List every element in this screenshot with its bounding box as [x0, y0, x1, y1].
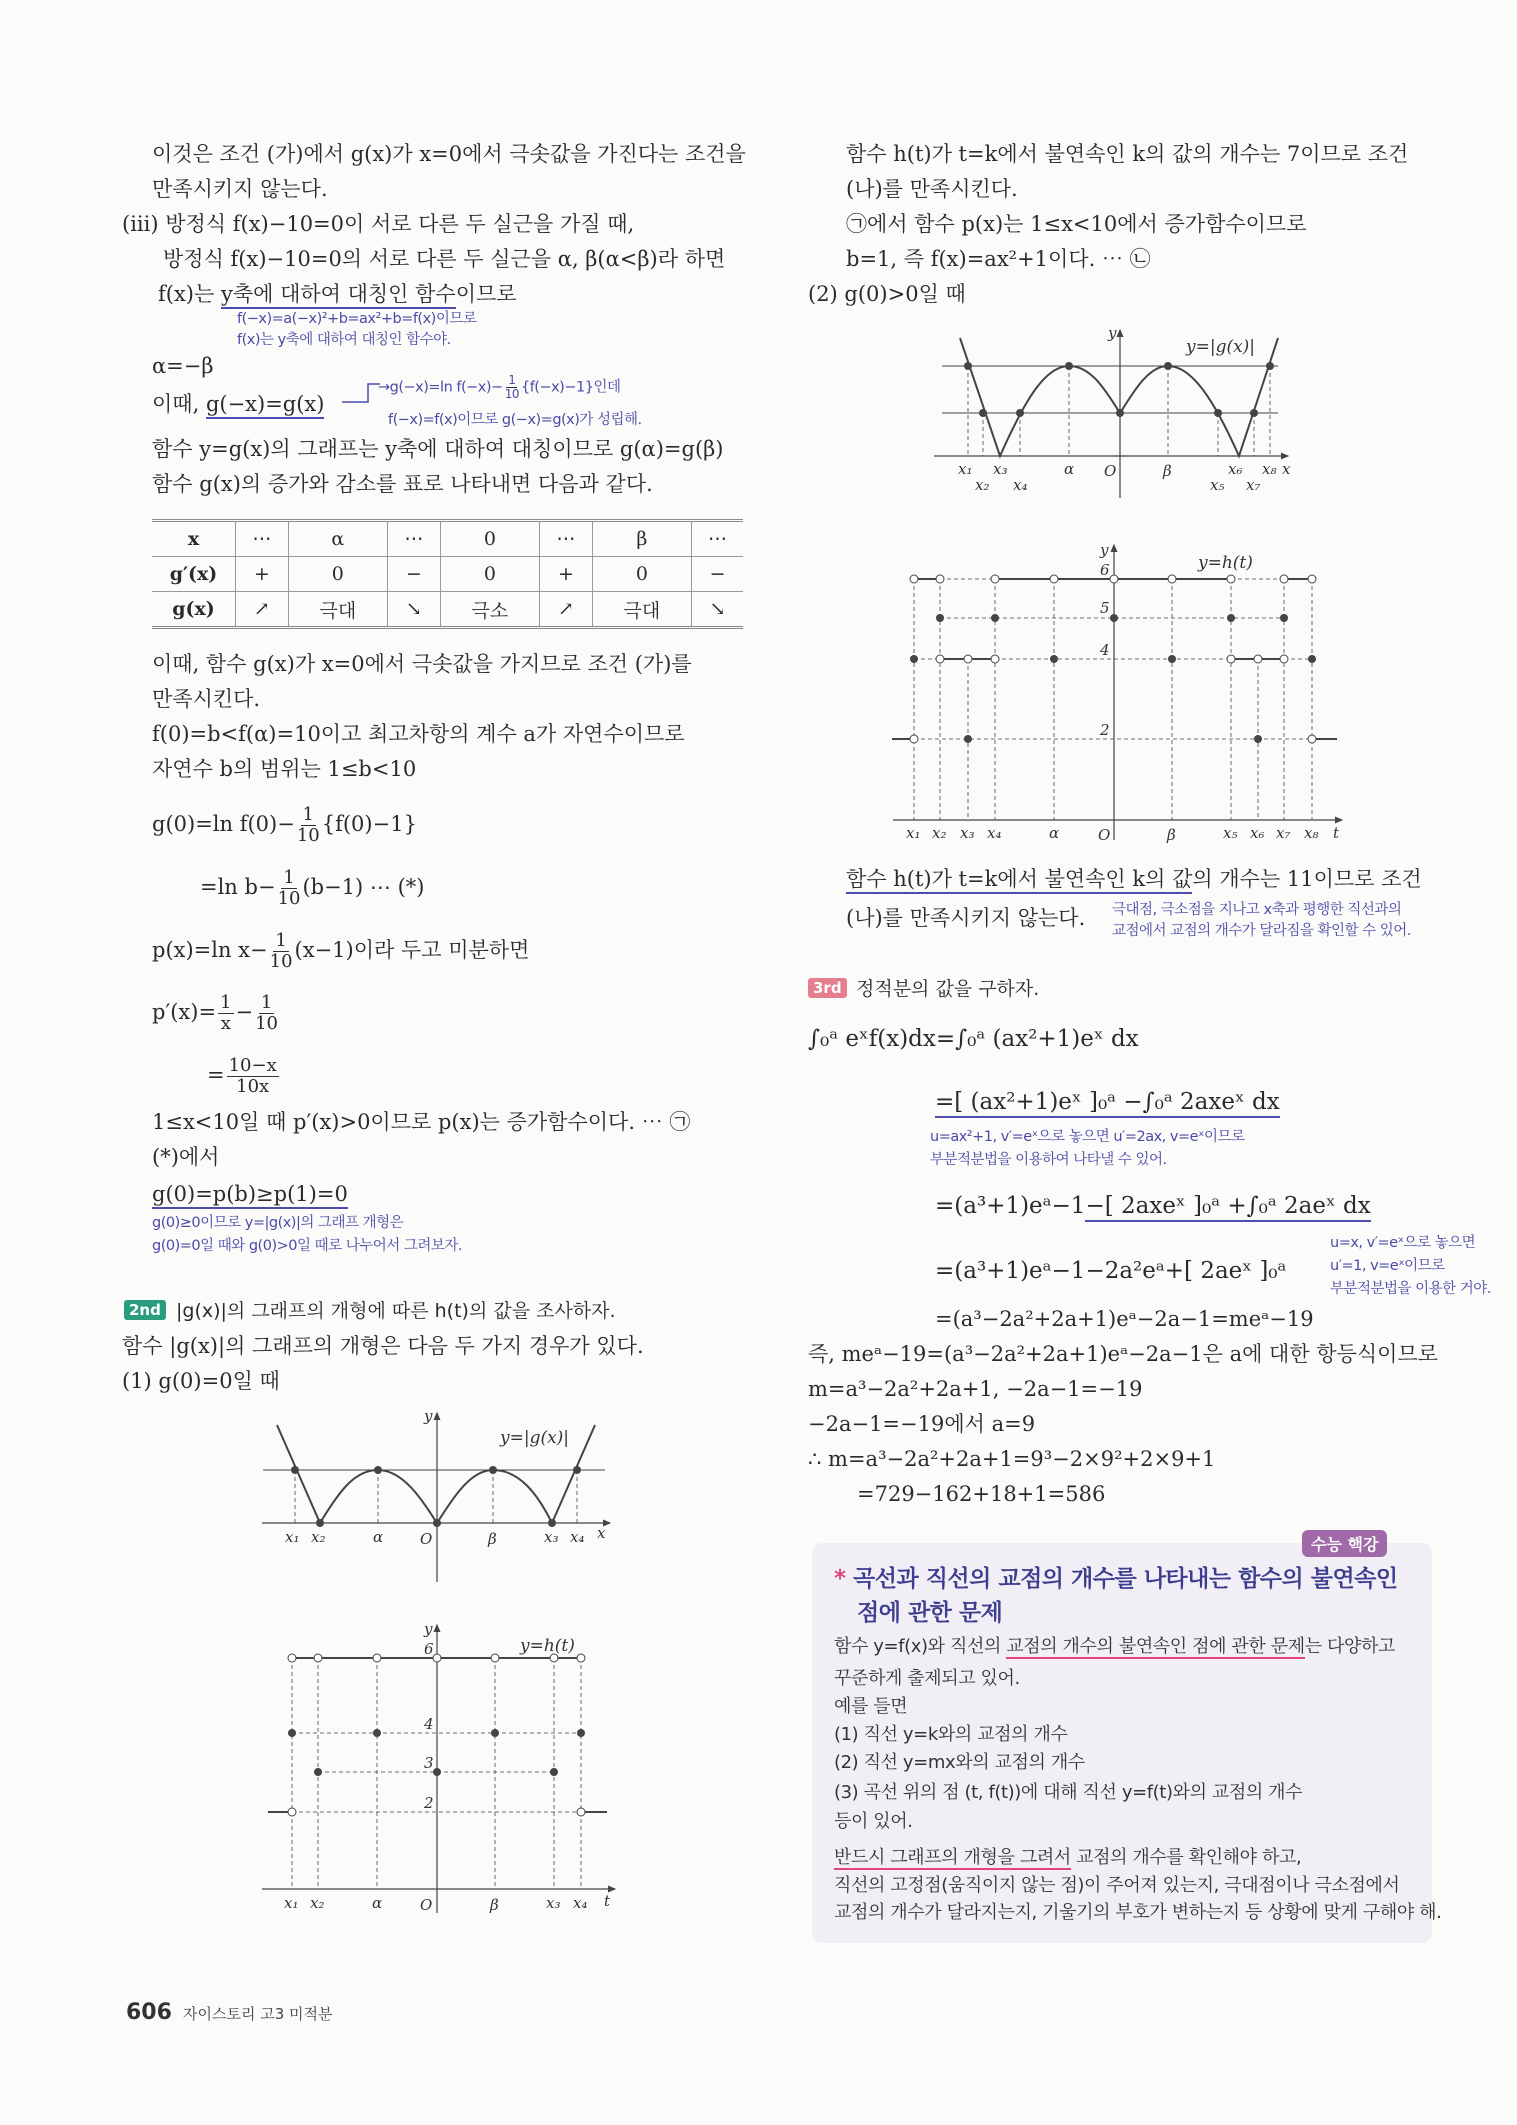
denominator: 10	[296, 825, 320, 846]
numerator: 1	[302, 804, 314, 825]
tip-text: 등이 있어.	[834, 1811, 913, 1832]
annotation-note: 교점에서 교점의 개수가 달라짐을 확인할 수 있어.	[1112, 923, 1411, 939]
tick-label: β	[1163, 462, 1172, 480]
y-tick: 6	[1100, 561, 1110, 579]
curve-label: y=|g(x)|	[500, 1428, 570, 1448]
annotation-note: u=x, v′=eˣ으로 놓으면	[1330, 1235, 1476, 1251]
points	[291, 1466, 581, 1527]
text-line: 자연수 b의 범위는 1≤b<10	[152, 757, 417, 781]
underlined-text: 함수 h(t)가 t=k에서 불연속인 k의 값	[846, 867, 1192, 894]
text-line: 만족시킨다.	[152, 687, 261, 711]
origin-label: O	[420, 1530, 433, 1548]
tick-label: x₃	[993, 460, 1008, 478]
tick-label: x₅	[1210, 476, 1225, 494]
step-heading: 정적분의 값을 구하자.	[856, 978, 1040, 1000]
text: p(x)=ln x−	[152, 938, 268, 962]
tick-label: x₄	[1013, 476, 1028, 494]
annotation-note: f(−x)=a(−x)²+b=ax²+b=f(x)이므로	[237, 311, 477, 327]
underlined-text: =[ (ax²+1)eˣ ]₀ᵃ −∫₀ᵃ 2axeˣ dx	[935, 1089, 1280, 1118]
text-line: 함수 y=g(x)의 그래프는 y축에 대하여 대칭이므로 g(α)=g(β)	[152, 437, 724, 461]
book-title: 자이스토리 고3 미적분	[183, 2005, 333, 2023]
annotation-note: u=ax²+1, v′=eˣ으로 놓으면 u′=2ax, v=eˣ이므로	[930, 1129, 1245, 1145]
open-points	[910, 575, 1316, 743]
text-line: 이것은 조건 (가)에서 g(x)가 x=0에서 극솟값을 가진다는 조건을	[152, 142, 746, 166]
annotation-note: g(0)=0일 때와 g(0)>0일 때로 나누어서 그려보자.	[152, 1238, 462, 1254]
text-line: 함수 h(t)가 t=k에서 불연속인 k의 값의 개수는 7이므로 조건	[846, 142, 1409, 166]
graph-labels	[958, 324, 1291, 494]
tick-label: x₃	[960, 824, 975, 842]
text-line: f(0)=b<f(α)=10이고 최고차항의 계수 a가 자연수이므로	[152, 722, 685, 746]
tick-label: β	[1167, 826, 1176, 844]
text: 는 다양하고	[1304, 1636, 1395, 1657]
tip-text: (2) 직선 y=mx와의 교점의 개수	[834, 1752, 1085, 1773]
equation: =(a³+1)eᵃ−1−2a²eᵃ+[ 2aeˣ ]₀ᵃ	[935, 1258, 1287, 1284]
table-cell: x	[152, 521, 236, 557]
table-cell: 0	[440, 521, 539, 557]
origin-label: O	[1104, 462, 1117, 480]
axis-label-y: y	[424, 1407, 433, 1425]
axis-label-y: y	[424, 1620, 433, 1638]
text: −	[235, 1000, 254, 1024]
tick-label: x₂	[311, 1528, 326, 1546]
tick-label: α	[1064, 460, 1075, 478]
text-line: (나)를 만족시킨다.	[846, 177, 1018, 201]
tick-label: x₄	[987, 824, 1002, 842]
tick-label: x₆	[1250, 824, 1265, 842]
step-badge-2nd: 2nd	[124, 1300, 166, 1320]
tip-title: 점에 관한 문제	[857, 1600, 1003, 1626]
step-badge-3rd: 3rd	[808, 978, 847, 998]
text-line: (1) g(0)=0일 때	[122, 1369, 280, 1393]
table-cell: g′(x)	[152, 557, 236, 592]
text: 교점의 개수를 확인해야 하고,	[1070, 1847, 1302, 1868]
text: =(a³+1)eᵃ−1	[935, 1193, 1086, 1219]
axis-label-t: t	[604, 1892, 611, 1910]
text-line: (나)를 만족시키지 않는다.	[846, 906, 1086, 930]
table-cell: −	[692, 557, 743, 592]
tick-label: x₁	[958, 460, 973, 478]
tick-label: x₃	[546, 1894, 561, 1912]
tick-label: α	[1049, 824, 1060, 842]
axis-label-t: t	[1333, 824, 1340, 842]
text: (x−1)이라 두고 미분하면	[294, 938, 530, 962]
text: =ln b−	[200, 875, 276, 899]
graph-labels	[285, 1407, 606, 1548]
tip-text: (1) 직선 y=k와의 교점의 개수	[834, 1724, 1068, 1745]
tick-label: β	[488, 1530, 497, 1548]
tip-text: (3) 곡선 위의 점 (t, f(t))에 대해 직선 y=f(t)와의 교점의 개수	[834, 1782, 1303, 1803]
text: 이때,	[152, 392, 206, 416]
tick-label: x₃	[544, 1528, 559, 1546]
tip-text: 직선의 고정점(움직이지 않는 점)이 주어져 있는지, 극대점이나 극소점에서	[834, 1875, 1400, 1896]
annotation-note: 부분적분법을 이용하여 나타낼 수 있어.	[930, 1152, 1167, 1168]
tick-label: x₈	[1304, 824, 1319, 842]
table-cell: ↘	[388, 592, 441, 628]
connector-arrow-icon	[342, 384, 380, 402]
table-cell: +	[540, 557, 593, 592]
origin-label: O	[420, 1896, 433, 1914]
tick-label: x₁	[284, 1894, 299, 1912]
axis-label-y: y	[1100, 541, 1109, 559]
tip-text: 교점의 개수가 달라지는지, 기울기의 부호가 변하는지 등 상황에 맞게 구해야 해.	[834, 1902, 1442, 1923]
text-line: 이때, 함수 g(x)가 x=0에서 극솟값을 가지므로 조건 (가)를	[152, 652, 692, 676]
table-cell: 극소	[440, 592, 539, 628]
tick-label: x₅	[1223, 824, 1238, 842]
text: =	[207, 1063, 225, 1087]
filled-points	[910, 614, 1316, 743]
graph-h-case2	[892, 545, 1342, 840]
underlined-text: g(0)=p(b)≥p(1)=0	[152, 1182, 348, 1209]
axis-label-y: y	[1108, 324, 1117, 342]
axis-label-x: x	[597, 1524, 606, 1542]
tick-label: x₄	[570, 1528, 585, 1546]
y-tick: 2	[424, 1794, 434, 1812]
text: 이므로	[455, 282, 517, 306]
table-cell: β	[592, 521, 691, 557]
denominator: 10	[255, 1013, 279, 1034]
table-cell: 0	[288, 557, 387, 592]
origin-label: O	[1098, 826, 1111, 844]
y-tick: 4	[424, 1715, 434, 1733]
tick-label: x₇	[1246, 476, 1261, 494]
tick-label: β	[490, 1896, 499, 1914]
tick-label: x₇	[1276, 824, 1291, 842]
tick-label: x₈	[1262, 460, 1277, 478]
numerator: 1	[220, 992, 232, 1013]
text: {f(−x)−1}인데	[520, 379, 621, 396]
numerator: 1	[260, 992, 273, 1013]
text: 곡선과 직선의 교점의 개수를 나타내는 함수의 불연속인	[853, 1566, 1398, 1592]
underlined-text: 교점의 개수의 불연속인 점에 관한 문제	[1006, 1636, 1305, 1657]
table-cell: g(x)	[152, 592, 236, 628]
curve-label: y=h(t)	[1198, 553, 1253, 573]
text-line: −2a−1=−19에서 a=9	[808, 1412, 1036, 1436]
table-cell: 0	[440, 557, 539, 592]
table-cell: −	[388, 557, 441, 592]
denominator: 10	[504, 387, 519, 401]
underlined-text: −[ 2axeˣ ]₀ᵃ +∫₀ᵃ 2aeˣ dx	[1085, 1193, 1370, 1222]
underlined-text: 반드시 그래프의 개형을 그려서	[834, 1847, 1071, 1868]
annotation-note: 부분적분법을 이용한 거야.	[1330, 1281, 1491, 1297]
table-cell: 0	[592, 557, 691, 592]
annotation-note: f(−x)=f(x)이므로 g(−x)=g(x)가 성립해.	[388, 412, 642, 428]
text-line: 방정식 f(x)−10=0의 서로 다른 두 실근을 α, β(α<β)라 하면	[163, 247, 726, 271]
table-cell: α	[288, 521, 387, 557]
text: p′(x)=	[152, 1000, 217, 1024]
numerator: 1	[275, 930, 287, 951]
text-line: 함수 |g(x)|의 그래프의 개형은 다음 두 가지 경우가 있다.	[122, 1334, 644, 1358]
underlined-text: y축에 대하여 대칭인 함수	[221, 282, 456, 309]
asterisk-icon: *	[834, 1566, 846, 1592]
y-tick: 5	[1100, 599, 1110, 617]
text-line: (*)에서	[152, 1145, 220, 1169]
page-number: 606	[126, 2000, 172, 2025]
y-tick: 2	[1100, 721, 1110, 739]
text-line: 즉, meᵃ−19=(a³−2a²+2a+1)eᵃ−2a−1은 a에 대한 항등식이므로	[808, 1342, 1439, 1366]
text-line: 1≤x<10일 때 p′(x)>0이므로 p(x)는 증가함수이다. ⋯ ㉠	[152, 1110, 691, 1134]
text-line: 만족시키지 않는다.	[152, 177, 328, 201]
table-cell: ↘	[692, 592, 743, 628]
annotation-note: 극대점, 극소점을 지나고 x축과 평행한 직선과의	[1112, 902, 1402, 918]
annotation-note: u′=1, v=eˣ이므로	[1330, 1258, 1445, 1274]
table-cell: 극대	[288, 592, 387, 628]
equation: =(a³−2a²+2a+1)eᵃ−2a−1=meᵃ−19	[935, 1307, 1314, 1331]
text-line: =729−162+18+1=586	[857, 1482, 1106, 1506]
equation: ∫₀ᵃ eˣf(x)dx=∫₀ᵃ (ax²+1)eˣ dx	[808, 1026, 1139, 1052]
text-line: 함수 g(x)의 증가와 감소를 표로 나타내면 다음과 같다.	[152, 472, 653, 496]
step-heading: |g(x)|의 그래프의 개형에 따른 h(t)의 값을 조사하자.	[176, 1300, 616, 1322]
graph-h-case1	[262, 1625, 615, 1913]
graph-labels	[906, 541, 1340, 844]
curve-label: y=|g(x)|	[1186, 337, 1256, 357]
tick-label: x₁	[285, 1528, 300, 1546]
text-line: (iii) 방정식 f(x)−10=0이 서로 다른 두 실근을 가질 때,	[122, 212, 635, 236]
table-cell: ⋯	[540, 521, 593, 557]
numerator: 1	[508, 373, 516, 387]
text: →g(−x)=ln f(−x)−	[378, 379, 503, 396]
text-line: m=a³−2a²+2a+1, −2a−1=−19	[808, 1377, 1143, 1401]
curve-label: y=h(t)	[520, 1636, 575, 1656]
table-cell: ⋯	[692, 521, 743, 557]
tick-label: x₂	[932, 824, 947, 842]
tick-label: x₂	[310, 1894, 325, 1912]
tick-label: α	[373, 1528, 384, 1546]
points	[964, 362, 1274, 417]
y-tick: 3	[424, 1754, 434, 1772]
denominator: 10	[277, 888, 301, 909]
text: f(x)는	[158, 282, 221, 306]
denominator: x	[220, 1013, 231, 1034]
text: 함수 y=f(x)와 직선의	[834, 1636, 1007, 1657]
numerator: 10−x	[228, 1055, 277, 1076]
y-tick: 6	[424, 1640, 434, 1658]
text-line: b=1, 즉 f(x)=ax²+1이다. ⋯ ㉡	[846, 247, 1151, 271]
text: (b−1) ⋯ (*)	[302, 875, 425, 899]
tick-label: x₂	[975, 476, 990, 494]
graph-labels	[284, 1620, 611, 1914]
annotation-note: f(x)는 y축에 대하여 대칭인 함수야.	[237, 332, 451, 348]
y-tick: 4	[1100, 641, 1110, 659]
text-line: ㉠에서 함수 p(x)는 1≤x<10에서 증가함수이므로	[846, 212, 1307, 236]
tick-label: α	[372, 1894, 383, 1912]
text: 의 개수는 11이므로 조건	[1192, 867, 1422, 891]
text-line: α=−β	[152, 354, 214, 378]
text: {f(0)−1}	[321, 812, 417, 836]
axis-label-x: x	[1282, 460, 1291, 478]
tip-text: 예를 들면	[834, 1696, 908, 1717]
table-cell: +	[236, 557, 289, 592]
table-cell: ⋯	[236, 521, 289, 557]
text: g(0)=ln f(0)−	[152, 812, 295, 836]
annotation-note: g(0)≥0이므로 y=|g(x)|의 그래프 개형은	[152, 1215, 404, 1231]
numerator: 1	[283, 867, 295, 888]
denominator: 10	[269, 951, 293, 972]
page-footer	[126, 2000, 333, 2025]
table-cell: ⋯	[388, 521, 441, 557]
table-cell: 극대	[592, 592, 691, 628]
tip-badge: 수능 핵강	[1302, 1530, 1387, 1557]
table-cell: ↗	[540, 592, 593, 628]
tick-label: x₆	[1228, 460, 1243, 478]
tip-text: 꾸준하게 출제되고 있어.	[834, 1668, 1020, 1689]
denominator: 10x	[236, 1076, 270, 1097]
text-line: (2) g(0)>0일 때	[808, 282, 966, 306]
tick-label: x₄	[573, 1894, 588, 1912]
underlined-text: g(−x)=g(x)	[206, 392, 325, 419]
tick-label: x₁	[906, 824, 921, 842]
text-line: ∴ m=a³−2a²+2a+1=9³−2×9²+2×9+1	[808, 1447, 1216, 1471]
table-cell: ↗	[236, 592, 289, 628]
